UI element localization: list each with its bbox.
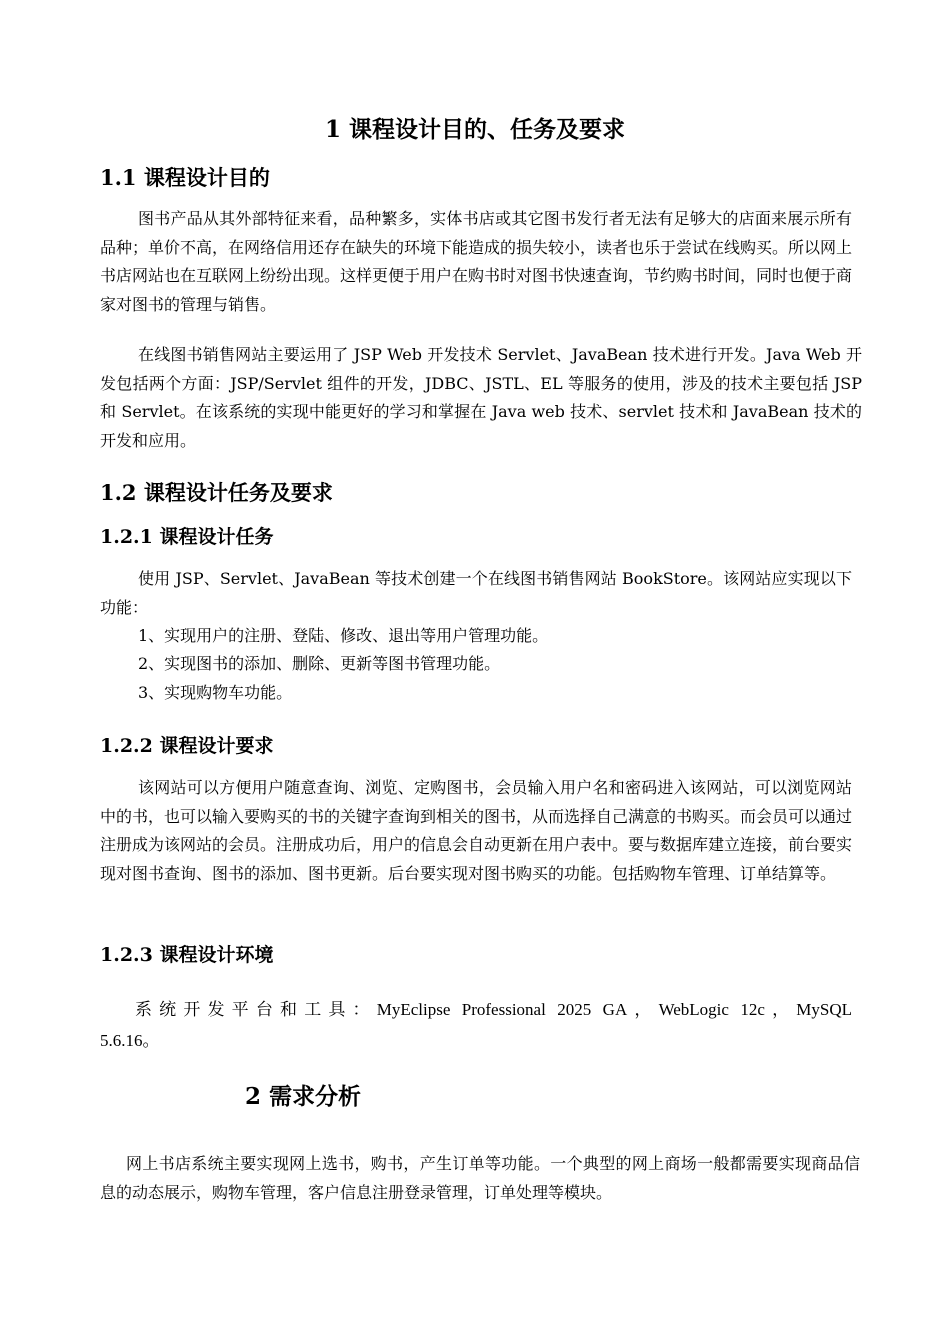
environment-line-1: 系统开发平台和工具：MyEclipse Professional 2025 GA，WebLogic 12c，MySQL	[135, 1000, 852, 1019]
chapter-2-paragraph: 网上书店系统主要实现网上选书，购书，产生订单等功能。一个典型的网上商场一般都需要实现商品信息的动态展示，购物车管理，客户信息注册登录管理，订单处理等模块。	[100, 1154, 860, 1202]
function-list-item-3: 3、实现购物车功能。	[138, 683, 293, 702]
section-1-2-heading: 1.2 课程设计任务及要求	[100, 480, 333, 505]
chapter-1-title: 1 课程设计目的、任务及要求	[324, 116, 625, 143]
section-1-2-2-paragraph: 该网站可以方便用户随意查询、浏览、定购图书，会员输入用户名和密码进入该网站，可以浏览网站中的书，也可以输入要购买的书的关键字查询到相关的图书，从而选择自己满意的书购买。而会员可以通过注册成为该网站的会员。注册成功后，用户的信息会自动更新在用户表中。要与数据库建立连接，前台要实现对图书查询、图书的添加、图书更新。后台要实现对图书购买的功能。包括购物车管理、订单结算等。	[100, 778, 853, 883]
section-1-1-paragraph-2: 在线图书销售网站主要运用了 JSP Web 开发技术 Servlet、JavaBean 技术进行开发。Java Web 开发包括两个方面：JSP/Servlet 组件的开发，JDBC、JSTL、EL 等服务的使用，涉及的技术主要包括 JSP 和 Servlet。在该系统的实现中能更好的学习和掌握在 Java web 技术、servlet 技术和 JavaBean 技术的开发和应用。	[100, 345, 862, 450]
environment-line-2: 5.6.16。	[100, 1031, 160, 1050]
section-1-2-3-heading: 1.2.3 课程设计环境	[100, 944, 274, 966]
section-1-2-1-heading: 1.2.1 课程设计任务	[100, 526, 274, 548]
chapter-2-title: 2 需求分析	[245, 1083, 362, 1110]
section-1-2-1-paragraph: 使用 JSP、Servlet、JavaBean 等技术创建一个在线图书销售网站 BookStore。该网站应实现以下功能：	[100, 569, 852, 617]
function-list-item-2: 2、实现图书的添加、删除、更新等图书管理功能。	[138, 654, 501, 673]
section-1-1-heading: 1.1 课程设计目的	[100, 165, 270, 190]
function-list-item-1: 1、实现用户的注册、登陆、修改、退出等用户管理功能。	[138, 626, 549, 645]
section-1-2-2-heading: 1.2.2 课程设计要求	[100, 735, 274, 757]
section-1-1-paragraph-1: 图书产品从其外部特征来看，品种繁多，实体书店或其它图书发行者无法有足够大的店面来展示所有品种；单价不高，在网络信用还存在缺失的环境下能造成的损失较小，读者也乐于尝试在线购买。所以网上书店网站也在互联网上纷纷出现。这样更便于用户在购书时对图书快速查询，节约购书时间，同时也便于商家对图书的管理与销售。	[100, 209, 853, 314]
